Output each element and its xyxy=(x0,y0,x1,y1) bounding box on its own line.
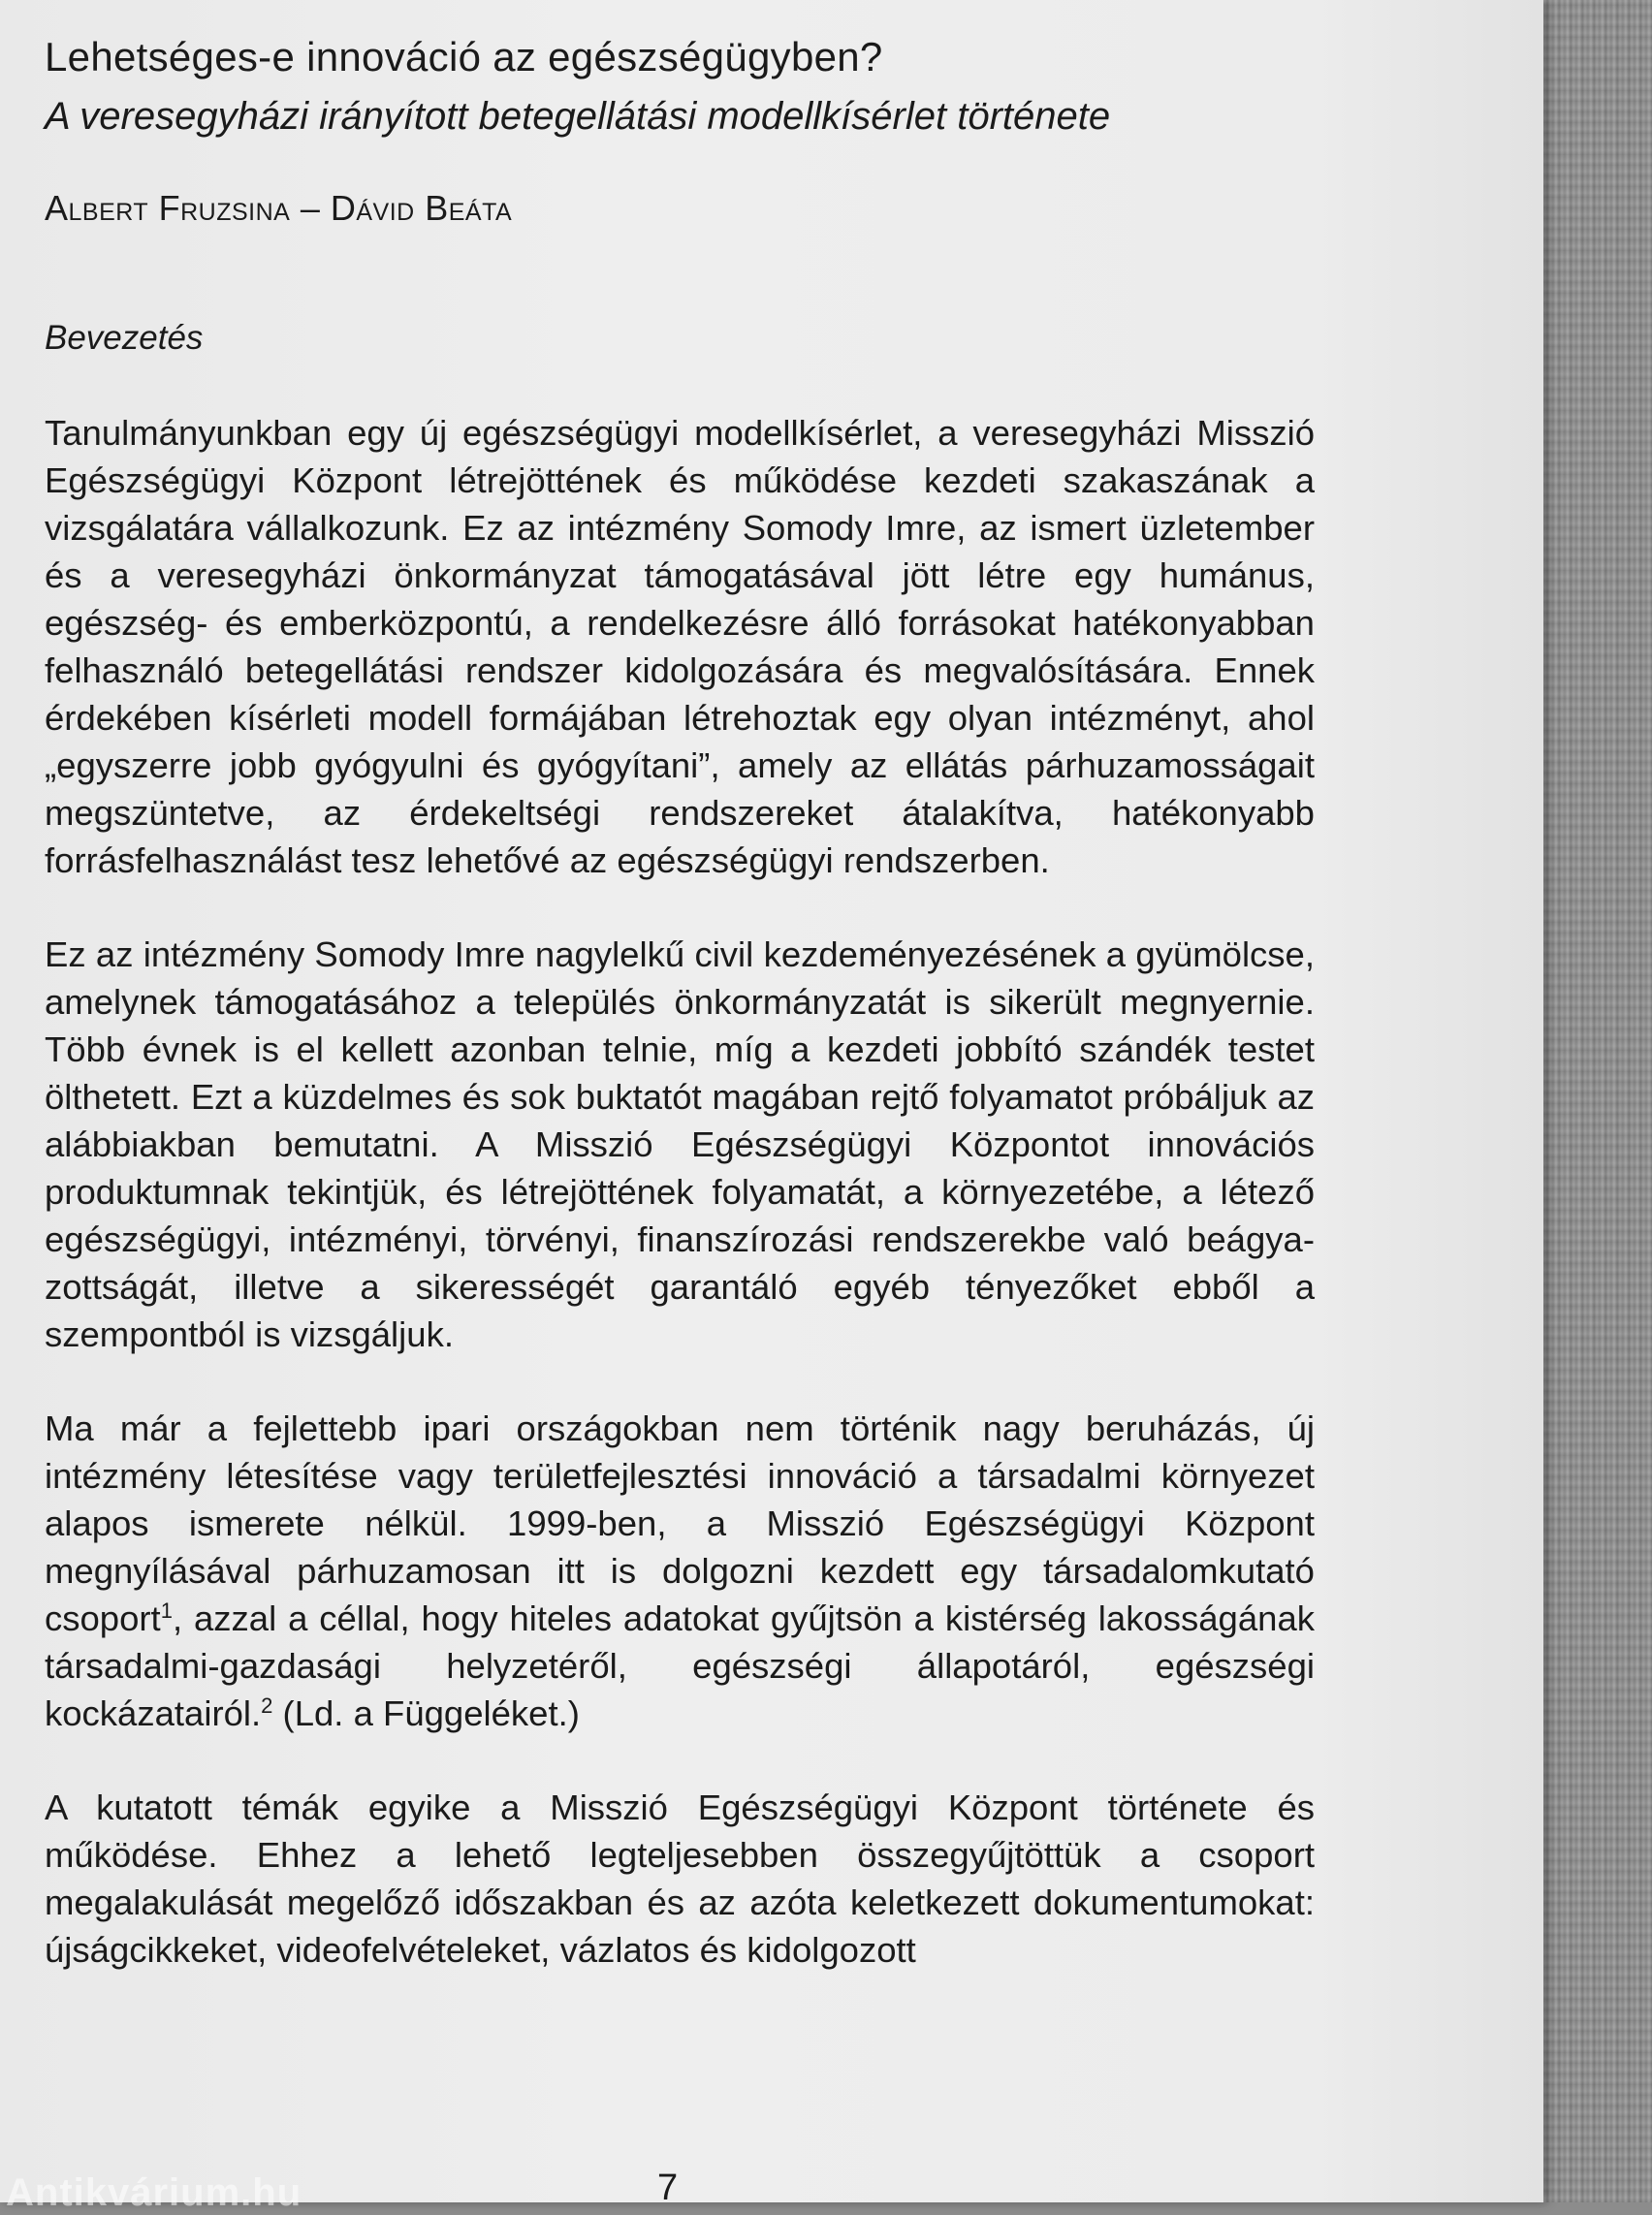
body-text xyxy=(45,409,1315,1974)
paragraph-3-text-c: (Ld. a Függeléket.) xyxy=(272,1693,580,1733)
article-subtitle: A veresegyházi irányított betegellátási modellkísérlet története xyxy=(45,95,1111,138)
paragraph-3-text-b: , azzal a céllal, hogy hiteles adatokat gyűjtsön a kistérség lakosságának társadalmi-gazdasági helyzetéről, egészségi állapotáról, egészségi kockázatairól. xyxy=(45,1598,1315,1733)
paragraph-3 xyxy=(45,1405,1315,1737)
section-heading: Bevezetés xyxy=(45,319,204,357)
paragraph-3-text-a: Ma már a fejlettebb ipari országokban nem történik nagy beruházás, új intézmény létesítése vagy területfejlesztési innováció a társadalmi környezet alapos ismerete nélkül. 1999-ben, a Misszió Egészségügyi Központ megnyílásával párhuzamosan itt is dolgozni kezdett egy társadalomkutató csoport xyxy=(45,1408,1315,1638)
article-title: Lehetséges-e innováció az egészségügyben? xyxy=(45,34,883,79)
paragraph-2: Ez az intézmény Somody Imre nagylelkű civil kezdeményezésének a gyümölcse, amelynek támogatásához a település önkormányzatát is sikerült megnyernie. Több évnek is el kellett azonban telnie, míg a kezdeti jobbító szándék testet ölthetett. Ezt a küzdelmes és sok buktatót magában rejtő folyamatot próbáljuk az alábbiakban bemutatni. A Misszió Egészségügyi Központot innovációs produktumnak tekintjük, és létrejöttének folyamatát, a környezetébe, a létező egészségügyi, intézményi, törvényi, finanszírozási rendszerekbe való beágyazottságát, illetve a sikerességét garantáló egyéb tényezőket ebből a szempontból is vizsgáljuk. xyxy=(45,934,1315,1354)
footnote-ref-2[interactable]: 2 xyxy=(261,1693,273,1718)
paragraph-1: Tanulmányunkban egy új egészségügyi modellkísérlet, a veresegyházi Misszió Egészségügyi Központ létrejöttének és működése kezdeti szakaszának a vizsgálatára vállalkozunk. Ez az intézmény Somody Imre, az ismert üzletember és a veresegyházi önkormányzat támogatásával jött létre egy humánus, egészség- és emberközpontú, a rendelkezésre álló forrásokat hatékonyabban felhasználó betegellátási rendszer kidolgozására és megvalósítására. Ennek érdekében kísérleti modell formájában létrehoztak egy olyan intézményt, ahol „egyszerre jobb gyógyulni és gyógyítani”, amely az ellátás párhuzamosságait megszüntetve, az érdekeltségi rendszereket átalakítva, hatékonyabb forrásfelhasználást tesz lehetővé az egészségügyi rendszerben. xyxy=(45,413,1315,880)
footnote-ref-1[interactable]: 1 xyxy=(160,1598,173,1623)
page-content xyxy=(45,29,1315,2020)
page-number: 7 xyxy=(657,2168,679,2208)
paragraph-4: A kutatott témák egyike a Misszió Egészségügyi Központ története és működése. Ehhez a lehető legteljesebben összegyűjtöttük a csoport megalakulását megelőző időszakban és az azóta keletkezett dokumentumokat: újságcikkeket, videofelvételeket, vázlatos és kidolgozott xyxy=(45,1788,1315,1970)
article-authors: Albert Fruzsina – Dávid Beáta xyxy=(45,188,513,228)
watermark: Antikvárium.hu xyxy=(6,2171,302,2214)
